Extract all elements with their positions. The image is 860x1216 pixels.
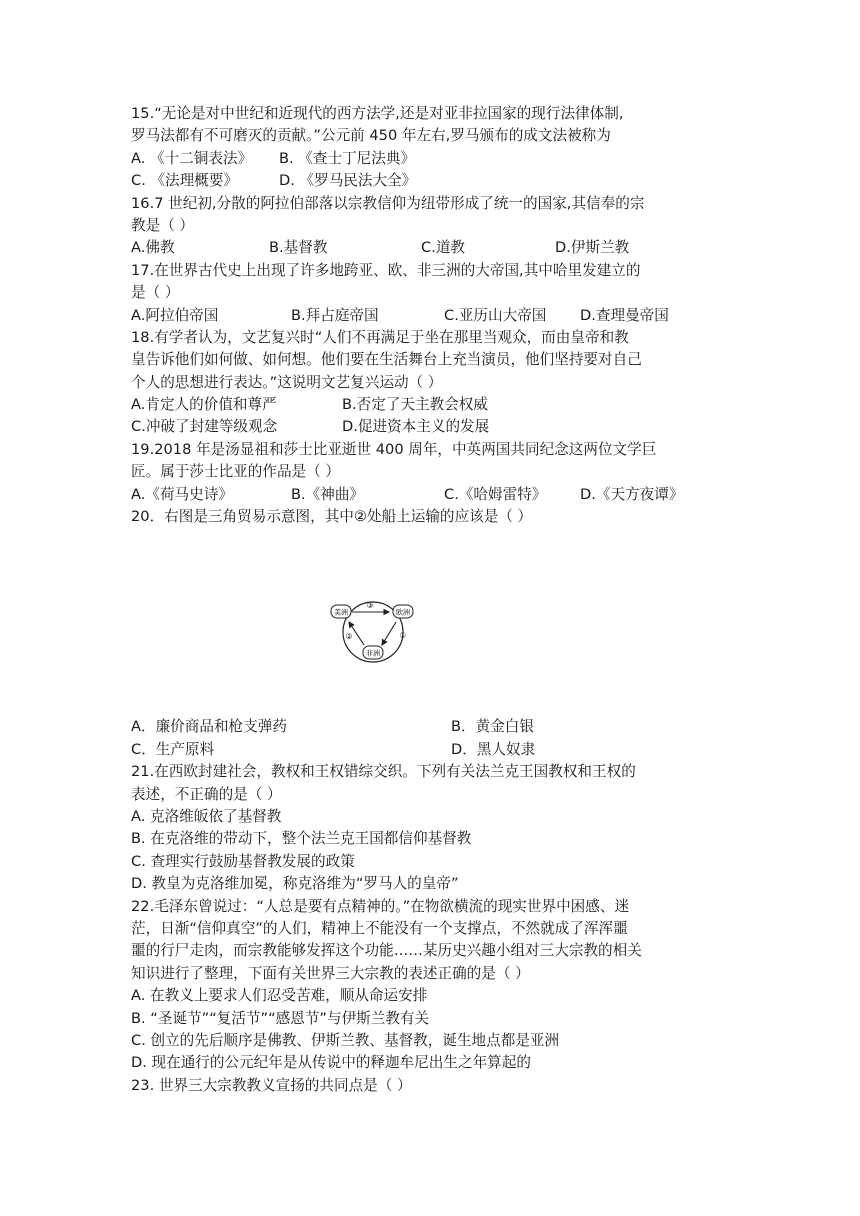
- route-1-arrow: [382, 622, 396, 645]
- question-23: [131, 1075, 731, 1097]
- node-europe: [393, 605, 413, 618]
- question-stem: 16.7 世纪初,分散的阿拉伯部落以宗教信仰为纽带形成了统一的国家,其信奉的宗: [131, 194, 645, 212]
- options-row: [131, 716, 731, 738]
- question-stem: 皇告诉他们如何做、如何想。他们要在生活舞台上充当演员，他们坚持要对自己: [131, 351, 642, 369]
- option-d: D.《天方夜谭》: [580, 485, 684, 503]
- route-3-mark: ③: [366, 601, 374, 611]
- option-b: B.基督教: [269, 239, 328, 257]
- question-17: [131, 260, 731, 327]
- option-b: B.拜占庭帝国: [291, 306, 379, 324]
- question-stem: 罗马法都有不可磨灭的贡献。”公元前 450 年左右,罗马颁布的成文法被称为: [131, 127, 611, 145]
- option-d: D．黑人奴隶: [451, 740, 536, 758]
- option-c: C.亚历山大帝国: [444, 306, 547, 324]
- question-stem: 20．右图是三角贸易示意图，其中②处船上运输的应该是（ ）: [131, 508, 533, 526]
- route-1-mark: ①: [399, 631, 407, 641]
- option-d: D.促进资本主义的发展: [342, 418, 490, 436]
- option-a: A.阿拉伯帝国: [131, 306, 219, 324]
- question-stem: 知识进行了整理，下面有关世界三大宗教的表述正确的是（ ）: [131, 964, 530, 982]
- option-d: D.伊斯兰教: [555, 239, 630, 257]
- question-stem: 噩的行尸走肉，而宗教能够发挥这个功能……某历史兴趣小组对三大宗教的相关: [131, 942, 642, 960]
- node-africa: [363, 646, 383, 659]
- question-stem: 21.在西欧封建社会，教权和王权错综交织。下列有关法兰克王国教权和王权的: [131, 763, 636, 781]
- question-stem: 表述，不正确的是（ ）: [131, 785, 282, 803]
- option-b: B. 《查士丁尼法典》: [279, 149, 416, 167]
- triangular-trade-diagram: [131, 528, 731, 716]
- option-b: B. “圣诞节”“复活节”“感恩节”与伊斯兰教有关: [131, 1009, 430, 1027]
- question-stem: 教是（ ）: [131, 216, 195, 234]
- options-row: [131, 416, 731, 438]
- options-row: [131, 305, 731, 327]
- options-row: [131, 148, 731, 170]
- question-stem: 个人的思想进行表达。”这说明文艺复兴运动（ ）: [131, 373, 443, 391]
- question-stem: 15.“无论是对中世纪和近现代的西方法学,还是对亚非拉国家的现行法律体制,: [131, 105, 624, 122]
- route-2-mark: ②: [345, 632, 353, 642]
- option-c: C. 《法理概要》: [131, 172, 239, 190]
- option-a: A．廉价商品和枪支弹药: [131, 718, 287, 736]
- question-20: [131, 506, 731, 761]
- option-c: C. 查理实行鼓励基督教发展的政策: [131, 852, 355, 870]
- question-stem: 22.毛泽东曾说过：“人总是要有点精神的。”在物欲横流的现实世界中困感、迷: [131, 897, 630, 915]
- question-stem: 17.在世界古代史上出现了许多地跨亚、欧、非三洲的大帝国,其中哈里发建立的: [131, 261, 641, 279]
- question-15: [131, 103, 731, 193]
- options-row: [131, 739, 731, 761]
- option-c: C．生产原料: [131, 740, 215, 758]
- question-19: [131, 439, 731, 506]
- option-a: A. 克洛维皈依了基督教: [131, 807, 282, 825]
- question-stem: 23. 世界三大宗教教义宣扬的共同点是（ ）: [131, 1076, 412, 1094]
- question-stem: 19.2018 年是汤显祖和莎士比亚逝世 400 周年，中英两国共同纪念这两位文学巨: [131, 440, 657, 458]
- exam-page: [131, 103, 731, 1097]
- options-row: [131, 237, 731, 259]
- option-b: B. 在克洛维的带动下，整个法兰克王国都信仰基督教: [131, 830, 472, 848]
- option-c: C. 创立的先后顺序是佛教、伊斯兰教、基督教，诞生地点都是亚洲: [131, 1031, 560, 1049]
- option-a: A. 在教义上要求人们忍受苦难，顺从命运安排: [131, 987, 428, 1005]
- option-a: A. 《十二铜表法》: [131, 149, 253, 167]
- option-a: A.佛教: [131, 239, 175, 257]
- option-d: D. 《罗马民法大全》: [279, 172, 417, 190]
- question-stem: 18.有学者认为，文艺复兴时“人们不再满足于坐在那里当观众，而由皇帝和教: [131, 328, 629, 346]
- option-d: D. 现在通行的公元纪年是从传说中的释迦牟尼出生之年算起的: [131, 1054, 531, 1072]
- option-b: B．黄金白银: [451, 718, 534, 736]
- node-africa-label: 非洲: [366, 649, 380, 658]
- option-d: D.查理曼帝国: [580, 306, 669, 324]
- question-16: [131, 193, 731, 260]
- question-stem: 是（ ）: [131, 284, 180, 302]
- option-d: D. 教皇为克洛维加冕，称克洛维为“罗马人的皇帝”: [131, 875, 459, 893]
- option-c: C.道教: [421, 239, 466, 257]
- option-b: B.《神曲》: [291, 485, 365, 503]
- option-b: B.否定了天主教会权威: [342, 396, 488, 414]
- node-europe-label: 欧洲: [396, 608, 410, 617]
- option-c: C.冲破了封建等级观念: [131, 418, 278, 436]
- node-americas: [331, 605, 351, 618]
- options-row: [131, 484, 731, 506]
- question-stem: 匠。属于莎士比亚的作品是（ ）: [131, 463, 340, 481]
- question-18: [131, 327, 731, 439]
- option-a: A.肯定人的价值和尊严: [131, 396, 277, 414]
- options-row: [131, 170, 731, 192]
- triangular-trade-figure: [327, 598, 419, 664]
- options-row: [131, 394, 731, 416]
- option-c: C.《哈姆雷特》: [444, 485, 547, 503]
- question-22: [131, 896, 731, 1075]
- question-21: [131, 761, 731, 895]
- node-americas-label: 美洲: [334, 608, 348, 617]
- question-stem: 茫，日渐“信仰真空”的人们，精神上不能没有一个支撑点，不然就成了浑浑噩: [131, 919, 628, 937]
- option-a: A.《荷马史诗》: [131, 485, 233, 503]
